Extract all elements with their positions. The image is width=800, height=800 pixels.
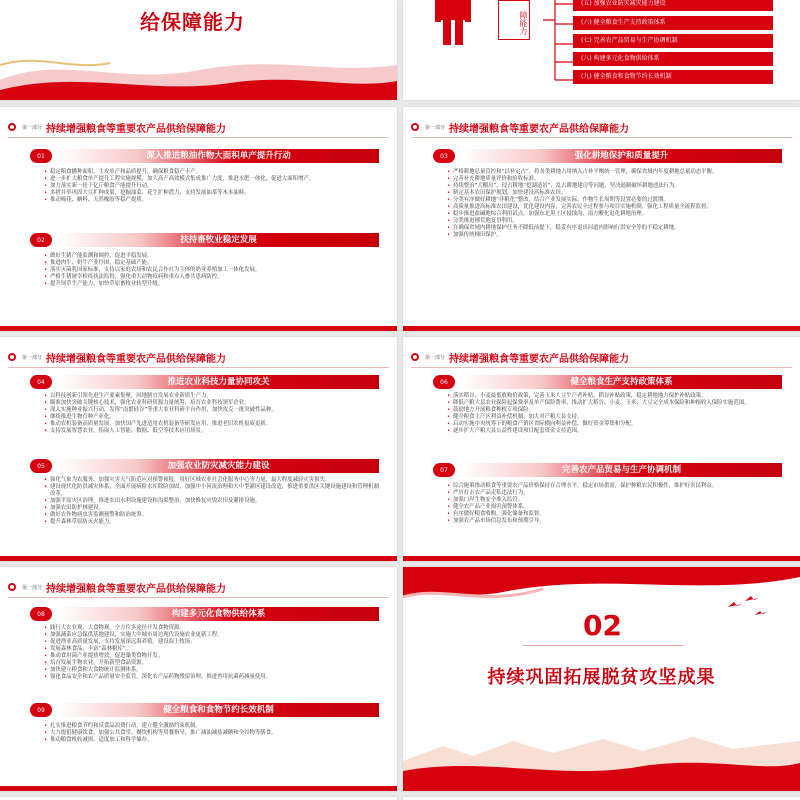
list-item: • 强化气象为农服务，加强灾害天气防范应对预警预报，用好区域农业社会化服务中心等力量，最大程度减轻灾害损失。 [44,477,381,484]
list-item: • 促进渔业高质量发展，支持发展深远海养殖，建设海上牧场。 [44,639,381,646]
list-item: • 加强传统梯田保护。 [447,232,784,239]
list-item: • 完善补充耕地质量评价和验收标准。 [447,176,784,183]
section-heading: 强化耕地保护和质量提升 [461,149,782,163]
section-number-badge: 04 [30,375,52,389]
bullet-list [447,393,784,435]
section-heading: 扶持畜牧业稳定发展 [58,233,379,247]
list-item: • 提升饲草生产能力，加快草原畜牧业转型升级。 [44,281,381,288]
bullet-list [44,723,381,744]
section-title: 持续巩固拓展脱贫攻坚成果 [487,667,716,688]
person-icon [433,0,473,45]
section-number-badge: 07 [433,463,455,477]
section-heading: 健全粮食和食物节约长效机制 [58,703,379,717]
header-title: 持续增强粮食等重要农产品供给保障能力 [46,583,227,595]
menu-item-7: (七) 完善农产品贸易与生产协调机制 [573,34,773,48]
menu-item-9: (九) 健全粮食和食物节约长效机制 [573,70,773,84]
slide-8 [403,567,800,791]
mountain-wave-decoration [403,711,800,791]
section-number-badge: 06 [433,375,455,389]
list-item: • 稳步推进盐碱地综合利用试点，加强东北黑土区侵蚀沟、南方酸化退化耕地治理。 [447,211,784,218]
list-item: • 推动食用菌产业提质增效，促进藻类食物开发。 [44,653,381,660]
list-item: • 严厉打击农产品走私违法行为。 [447,490,784,497]
menu-item-8: (八) 构建多元化食物供给体系 [573,52,773,66]
header-title: 持续增强粮食等重要农产品供给保障能力 [46,123,227,135]
red-wave-decoration [0,45,397,100]
list-item: • 强化食品安全和农产品质量安全监管，深化农产品药物残留治理，推进兽用抗菌药减量使用。 [44,674,381,681]
list-item: • 加强蔬菜应急保供基地建设，实施大中城市周边现代设施农业更新工程。 [44,632,381,639]
bracket-connector [543,0,573,85]
list-item: • 鼓励地方开展粮食种植专项保险。 [447,407,784,414]
section-number-badge: 03 [433,149,455,163]
list-item: • 综合施策推动粮食等重要农产品价格保持在合理水平，稳定市场供需，保护种粮农民积极性，维护好农民利益。 [447,483,784,490]
list-item: • 瞄准加快突破关键核心技术，强化农业科研资源力量统筹，培育农业科技领军企业。 [44,400,381,407]
list-item: • 进一步扩大粮食单产提升工程实施规模，加大高产高效模式集成推广力度，推进水肥一体化，促进大面积增产。 [44,176,381,183]
part-label: 第一部分 [22,354,43,361]
list-item: • 制定基本农田保护规划，加快建设高标准农田。 [447,190,784,197]
header-circle-icon [411,123,419,131]
bullet-list [44,253,381,288]
slide-header [411,349,629,365]
doves-icon [723,595,773,625]
list-item: • 健全粮食主产区利益补偿机制，加大对产粮大县支持。 [447,414,784,421]
list-item: • 高质量推进高标准农田建设，优化建设内容，完善农民全过程参与项目实施机制，强化工程质量全流程监督。 [447,204,784,211]
list-item: • 降低产粮大县农业保险起保费率及单产保险费率，推动扩大稻谷、小麦、玉米、大豆完全成本保险和种植收入保险实施范围。 [447,400,784,407]
section-number-badge: 02 [30,233,52,247]
list-item: • 在确保省域内耕地保护任务不降低前提下，稳妥有序退出河道内影响行洪安全等的不稳定耕地。 [447,225,784,232]
list-item: • 大力提倡健康饮食，加强公共食堂、餐饮机构等用餐指导，推广减油减盐减糖和全谷物等膳食。 [44,730,381,737]
label-box: 障能力 [498,0,530,40]
part-label: 第一部分 [425,124,446,131]
list-item: • 继续推进生物育种产业化。 [44,414,381,421]
bullet-list [44,625,381,681]
list-item: • 持续整治“大棚房”、侵占耕地“挖湖造景”、乱占耕地建房等问题，坚决遏制破坏耕地违法行为。 [447,183,784,190]
section-number-badge: 09 [30,703,52,717]
bullet-list [44,393,381,435]
list-item: • 推动棉花、糖料、天然橡胶等稳产提质。 [44,197,381,204]
list-item: • 严格生猪屠宰检疫执法监督，强化重大动物疫病和重点人畜共患病防控。 [44,274,381,281]
menu-item-5: (五) 加强农业防灾减灾能力建设 [573,0,773,11]
list-item: • 深入实施种业振兴行动，发挥“南繁硅谷”等重大农业科研平台作用，加快攻克一批突破性品种。 [44,407,381,414]
section-heading: 深入推进粮油作物大面积单产提升行动 [58,149,379,163]
section-heading: 完善农产品贸易与生产协调机制 [461,463,782,477]
list-item: • 扎实推进粮食节约和反食品浪费行动，建立健全激励约束机制。 [44,723,381,730]
part-label: 第一部分 [425,354,446,361]
slide-header [8,349,226,365]
list-item: • 稳定粮食播种面积，主攻单产和品质提升，确保粮食稳产丰产。 [44,169,381,176]
header-circle-icon [8,583,16,591]
list-item: • 践行大农业观、大食物观，全方位多途径开发食物资源。 [44,625,381,632]
header-circle-icon [411,353,419,361]
list-item: • 建设现代化防洪减灾体系，全面开展病险水库除险加固，加强中小河流治理和大中型灌区建设改造，推进重要洪区关键设施建设和管理机制改革。 [44,484,381,498]
section-number-badge: 01 [30,149,52,163]
section-heading: 推进农业科技力量协同攻关 [58,375,379,389]
slide-header [8,119,226,135]
header-title: 持续增强粮食等重要农产品供给保障能力 [46,353,227,365]
slide-1 [0,0,397,100]
list-item: • 加强农田防护林建设。 [44,505,381,512]
bullet-list [44,477,381,526]
list-item: • 加强口岸生物安全准入监管。 [447,497,784,504]
bullet-list [447,169,784,239]
section-heading: 构建多元化食物供给体系 [58,607,379,621]
header-title: 持续增强粮食等重要农产品供给保障能力 [449,353,630,365]
list-item: • 推动农机装备高质量发展，加快国产先进适用农机装备等研发应用，推进老旧农机报废更新。 [44,421,381,428]
slide-3 [0,107,397,331]
section-number-badge: 08 [30,607,52,621]
slide-4 [403,107,800,331]
list-item: • 推进肉牛、奶牛产业纾困，稳定基础产能。 [44,260,381,267]
list-item: • 加力落实新一轮千亿斤粮食产能提升行动。 [44,183,381,190]
bullet-list [44,169,381,204]
list-item: • 加强平原灾区治理，推进农田水利设施建设和沟渠整治，加快修复灾毁农田及灌排设施。 [44,498,381,505]
menu-item-6: (六) 健全粮食生产支持政策体系 [573,16,773,30]
bullet-list [447,483,784,525]
section-number-badge: 05 [30,459,52,473]
list-item: • 加快建立粮食和大食物统计监测体系。 [44,667,381,674]
list-item: • 落实稻谷、小麦最低收购价政策，完善玉米大豆生产者补贴、稻谷补贴政策，稳定耕地地力保护补贴政策。 [447,393,784,400]
header-circle-icon [8,353,16,361]
list-item: • 落实灭菌乳国家标准，支持以家庭农场和农民合作社为主体的奶业养殖加工一体化发展。 [44,267,381,274]
list-item: • 多措并举巩固大豆扩种成果，挖掘油菜、花生扩种潜力，支持发展油茶等木本油料。 [44,190,381,197]
slide-5 [0,337,397,561]
list-item: • 推动粮食机收减损、适度加工和科学储存。 [44,737,381,744]
list-item: • 支持发展智慧农业，拓展人工智能、数据、低空等技术应用场景。 [44,428,381,435]
section-heading: 健全粮食生产支持政策体系 [461,375,782,389]
slide-2 [403,0,800,100]
list-item: • 严格耕地总量管控和“以补定占”，将各类耕地占用纳入占补平衡统一管理，确保省域内年度耕地总量动态平衡。 [447,169,784,176]
slide-6 [403,337,800,561]
header-circle-icon [8,123,16,131]
list-item: • 加强农产品市场信息发布和预期引导。 [447,518,784,525]
list-item: • 以科技创新引领先进生产要素集聚，因地制宜发展农业新质生产力。 [44,393,381,400]
slide-title: 给保障能力 [140,10,245,34]
slide-header [411,119,629,135]
part-label: 第一部分 [22,124,43,131]
list-item: • 分类推进撂荒地复垦利用。 [447,218,784,225]
list-item: • 启动实施中央统筹下的粮食产销区省际横向利益补偿，做好资金筹集和分配。 [447,421,784,428]
section-number: 02 [583,609,622,642]
slide-7 [0,567,397,791]
header-title: 持续增强粮食等重要农产品供给保障能力 [449,123,630,135]
section-heading: 加强农业防灾减灾能力建设 [58,459,379,473]
list-item: • 做好生猪产能监测和调控，促进平稳发展。 [44,253,381,260]
part-label: 第一部分 [22,584,43,591]
list-item: • 有序做好粮食收购，强化储备和监督。 [447,511,784,518]
list-item: • 做好农作物病虫害监测预警和防治统筹。 [44,512,381,519]
list-item: • 培育发展生物农业，开拓新型食品资源。 [44,660,381,667]
list-item: • 健全农产品产业损害预警体系。 [447,504,784,511]
list-item: • 分类有序做好耕地“非粮化”整改，结合产业发展实际、作物生长周期等设置必要的过渡期。 [447,197,784,204]
list-item: • 发展森林食品，丰富“森林粮库”。 [44,646,381,653]
list-item: • 提升森林草原防灭火能力。 [44,519,381,526]
slide-header [8,579,226,595]
list-item: • 逐步扩大产粮大县公益性建设项目配套资金支持范围。 [447,428,784,435]
